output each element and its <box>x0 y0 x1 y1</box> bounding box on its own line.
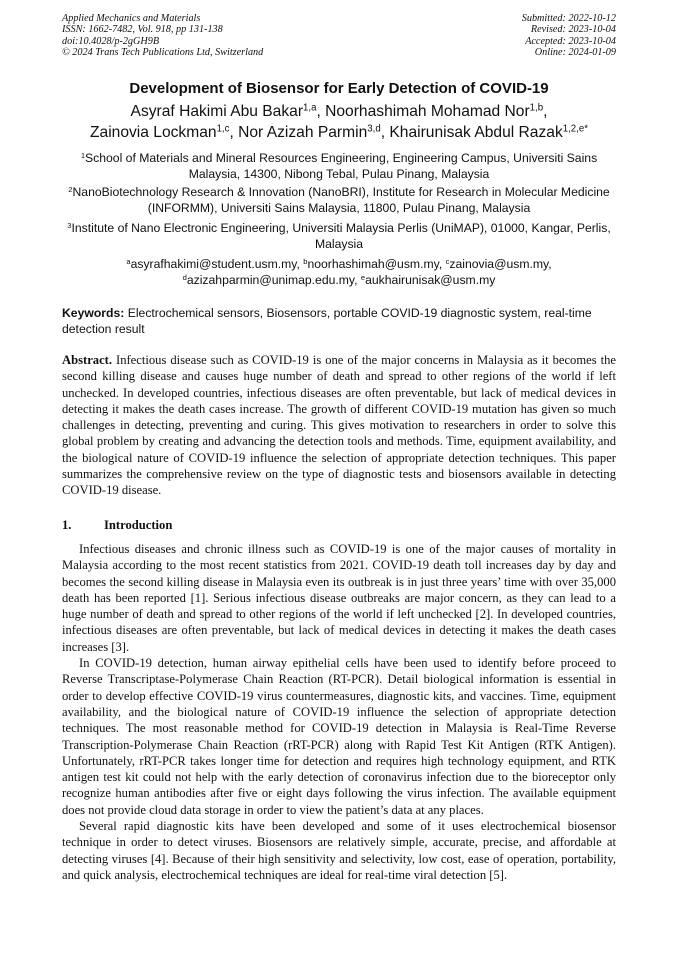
affiliation-number: 2 <box>68 184 73 194</box>
affiliation-text: NanoBiotechnology Research & Innovation (NanoBRI), Institute for Research in Molecular Medicine (INFORMM), Universiti Sains Malaysia, 11800, Pulau Pinang, Malaysia <box>72 185 610 215</box>
issn-line: ISSN: 1662-7482, Vol. 918, pp 131-138 <box>62 24 223 36</box>
affiliation-2 <box>66 184 612 216</box>
keywords <box>62 305 616 337</box>
section-heading <box>62 518 172 533</box>
email-mark: b <box>303 256 308 266</box>
paper-title: Development of Biosensor for Early Detection of COVID-19 <box>129 80 549 97</box>
doi-line: doi:10.4028/p-2gGH9B <box>62 35 160 47</box>
journal-name: Applied Mechanics and Materials <box>62 13 201 24</box>
affiliation-text: School of Materials and Mineral Resources Engineering, Engineering Campus, Universiti Sains Malaysia, 14300, Nibong Tebal, Pulau Pinang, Malaysia <box>85 151 598 181</box>
email-mark: a <box>126 256 131 266</box>
body-text <box>62 541 616 883</box>
affiliation-number: 3 <box>67 220 72 230</box>
body-paragraph: Infectious diseases and chronic illness such as COVID-19 is one of the major causes of mortality in Malaysia according to the most recent statistics from 2021. COVID-19 death toll increases day by day and becomes the second killing disease in Malaysia even its outbreak is in just three years’ time with over 35,000 death has been reported [1]. Serious infectious disease outbreaks are major concern, as they can lead to a huge number of death and spread to other regions of the world if left unchecked [2]. In developed countries, infectious diseases are often preventable, but lack of medical devices in detecting it makes the death cases increases [3]. <box>62 542 616 654</box>
author-name: Asyraf Hakimi Abu Bakar <box>130 103 304 120</box>
author-affiliation-mark: 1,a <box>303 102 317 114</box>
copyright-line: © 2024 Trans Tech Publications Ltd, Switzerland <box>62 47 264 59</box>
body-paragraph: Several rapid diagnostic kits have been developed and some of it uses electrochemical biosensor technique in order to detect viruses. Biosensors are relatively simple, accurate, precise, and affordable at detecting viruses [4]. Because of their high sensitivity and selectivity, low cost, ease of operation, portability, and quick analysis, electrochemical techniques are ideal for real-time viral detection [5]. <box>62 819 616 882</box>
author-name: Khairunisak Abdul Razak <box>389 124 563 141</box>
author-affiliation-mark: 1,c <box>216 123 230 135</box>
author-name: Nor Azizah Parmin <box>238 124 368 141</box>
affiliation-3 <box>66 220 612 252</box>
online-date: Online: 2024-01-09 <box>534 47 616 59</box>
submitted-date: Submitted: 2022-10-12 <box>521 13 616 24</box>
email-mark: d <box>182 272 187 282</box>
author-affiliation-mark: 3,d <box>367 123 381 135</box>
email-address: azizahparmin@unimap.edu.my, <box>186 273 358 287</box>
author-list: Asyraf Hakimi Abu Bakar$^{1,a}$, Noorhashimah Mohamad Nor$^{1,b}$, Zainovia Lockman$^{1,c}$, Nor Azizah Parmin$^{3,d}$, Khairunisak Abdul Razak$^{1,2,e*}$ <box>90 102 588 141</box>
author-name: Zainovia Lockman <box>90 124 217 141</box>
email-address: aukhairunisak@usm.my <box>365 273 496 287</box>
accepted-date: Accepted: 2023-10-04 <box>525 35 616 47</box>
email-mark: e <box>360 272 366 282</box>
email-address: asyrafhakimi@student.usm.my, <box>130 257 300 271</box>
affiliation-1 <box>66 150 612 182</box>
abstract-label: Abstract. <box>62 353 113 367</box>
affiliation-number: 1 <box>80 150 86 160</box>
keywords-text: Electrochemical sensors, Biosensors, portable COVID-19 diagnostic system, real-time detection result <box>62 306 592 336</box>
affiliation-text: Institute of Nano Electronic Engineering, Universiti Malaysia Perlis (UniMAP), 01000, Kangar, Perlis, Malaysia <box>71 221 611 251</box>
author-affiliation-mark: 1,b <box>529 102 544 114</box>
journal-header-right <box>522 13 616 59</box>
author-affiliation-mark: 1,2,e* <box>562 123 588 135</box>
abstract <box>62 352 616 499</box>
abstract-text: Infectious disease such as COVID-19 is one of the major concerns in Malaysia as it becomes the second killing disease and causes huge number of death and spread to other regions of the world if left unchecked. In developed countries, infectious diseases are often preventable, but lack of medical devices in detecting it makes the death cases increase. The growth of different COVID-19 mutation has given so much challenges in detecting, preventing and curing. This gives motivation to researchers in order to solve this global problem by creating and advancing the detection tools and methods. Time, equipment availability, and the biological nature of COVID-19 influence the selection of appropriate detection techniques. This paper summarizes the comprehensive review on the type of diagnostic tests and biosensors available in detecting COVID-19 disease. <box>62 353 616 498</box>
section-title: Introduction <box>104 518 173 532</box>
body-paragraph: In COVID-19 detection, human airway epithelial cells have been used to identify before proceed to Reverse Transcriptase-Polymerase Chain Reaction (RT-PCR). Detail biological information is essential in order to develop effective COVID-19 virus countermeasures, diagnostic kits, and vaccines. Time, equipment availability, and the biological nature of COVID-19 influence the selection of appropriate detection techniques. The most reasonable method for COVID-19 detection in Malaysia is Real-Time Reverse Transcription-Polymerase Chain Reaction (rRT-PCR) along with Rapid Test Kit Antigen (RTK Antigen). Unfortunately, rRT-PCR takes longer time for detection and requires high technology equipment, and RTK antigen test kit could not help with the early detection of coronavirus infection due to the bioreceptor only recognize human antibodies after five or eight days following the virus infection. The available equipment does not provide cloud data storage in order to view the patient’s data at any places. <box>62 656 616 817</box>
email-mark: c <box>445 256 450 266</box>
email-address: zainovia@usm.my, <box>449 257 552 271</box>
email-address: noorhashimah@usm.my, <box>307 257 443 271</box>
section-number: 1. <box>62 518 72 532</box>
author-emails <box>66 256 612 288</box>
keywords-label: Keywords: <box>62 306 125 320</box>
author-name: Noorhashimah Mohamad Nor <box>325 103 530 120</box>
journal-header-left <box>62 13 263 59</box>
revised-date: Revised: 2023-10-04 <box>530 24 616 36</box>
